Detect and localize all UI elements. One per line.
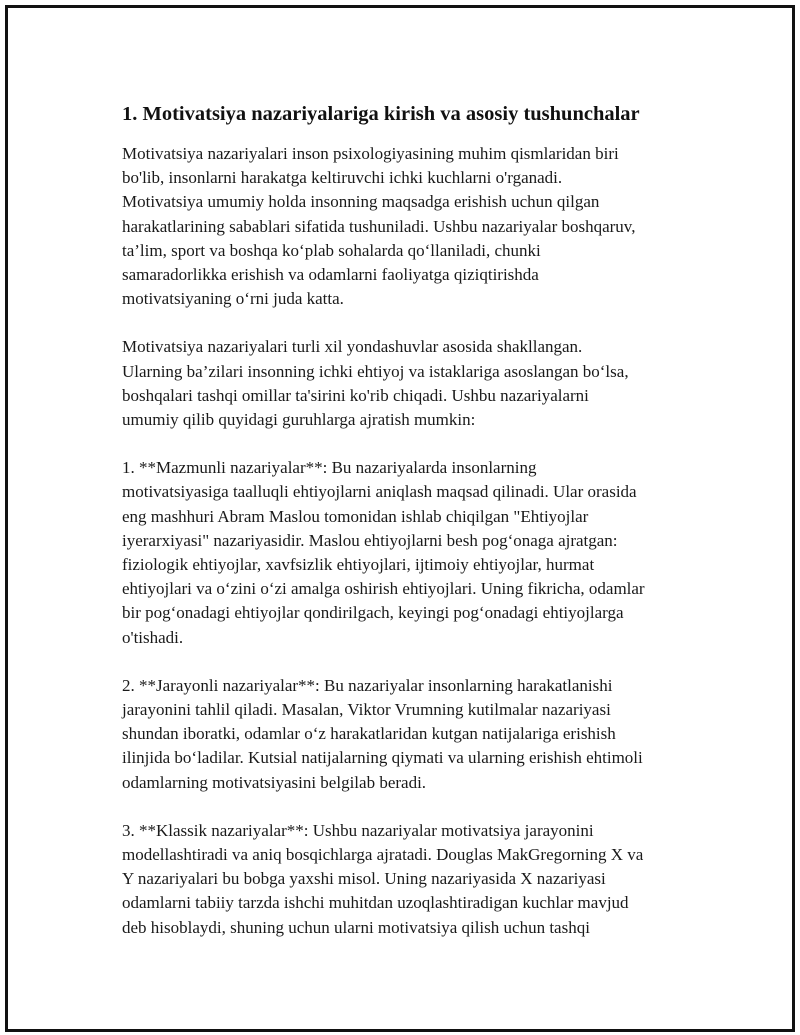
- page-frame: [5, 5, 795, 1032]
- section-heading: 1. Motivatsiya nazariyalariga kirish va asosiy tushunchalar: [122, 103, 640, 125]
- paragraph-approaches: Motivatsiya nazariyalari turli xil yondashuvlar asosida shakllangan. Ularning ba’zilari insonning ichki ehtiyoj va istaklariga asoslangan bo‘lsa, boshqalari tashqi omillar ta'sirini ko'rib chiqadi. Ushbu nazariyalarni umumiy qilib quyidagi guruhlarga ajratish mumkin:: [122, 337, 629, 430]
- paragraph-intro: Motivatsiya nazariyalari inson psixologiyasining muhim qismlaridan biri bo'lib, insonlarni harakatga keltiruvchi ichki kuchlarni o'rganadi. Motivatsiya umumiy holda insonning maqsadga erishish uchun qilgan harakatlarining sabablari sifatida tushuniladi. Ushbu nazariyalar boshqaruv, ta’lim, sport va boshqa ko‘plab sohalarda qo‘llaniladi, chunki samaradorlikka erishish va odamlarni faoliyatga qiziqtirishda motivatsiyaning o‘rni juda katta.: [122, 144, 636, 309]
- paragraph-process-theories: 2. **Jarayonli nazariyalar**: Bu nazariyalar insonlarning harakatlanishi jarayonini tahlil qiladi. Masalan, Viktor Vrumning kutilmalar nazariyasi shundan iboratki, odamlar o‘z harakatlaridan kutgan natijalariga erishish ilinjida bo‘ladilar. Kutsial natijalarning qiymati va ularning erishish ehtimoli odamlarning motivatsiyasini belgilab beradi.: [122, 675, 643, 792]
- paragraph-classic-theories: 3. **Klassik nazariyalar**: Ushbu nazariyalar motivatsiya jarayonini modellashtiradi va aniq bosqichlarga ajratadi. Douglas MakGregorning X va Y nazariyalari bu bobga yaxshi misol. Uning nazariyasida X nazariyasi odamlarni tabiiy tarzda ishchi muhitdan uzoqlashtiradigan kuchlar mavjud deb hisoblaydi, shuning uchun ularni motivatsiya qilish uchun tashqi: [122, 820, 644, 937]
- paragraph-content-theories: 1. **Mazmunli nazariyalar**: Bu nazariyalarda insonlarning motivatsiyasiga taalluqli ehtiyojlarni aniqlash maqsad qilinadi. Ular orasida eng mashhuri Abram Maslou tomonidan ishlab chiqilgan "Ehtiyojlar iyerarxiyasi" nazariyasidir. Maslou ehtiyojlarni besh pog‘onaga ajratgan: fiziologik ehtiyojlar, xavfsizlik ehtiyojlari, ijtimoiy ehtiyojlar, hurmat ehtiyojlari va o‘zini o‘zi amalga oshirish ehtiyojlari. Uning fikricha, odamlar bir pog‘onadagi ehtiyojlar qondirilgach, keyingi pog‘onadagi ehtiyojlarga o'tishadi.: [122, 458, 645, 647]
- document-body: [122, 100, 702, 964]
